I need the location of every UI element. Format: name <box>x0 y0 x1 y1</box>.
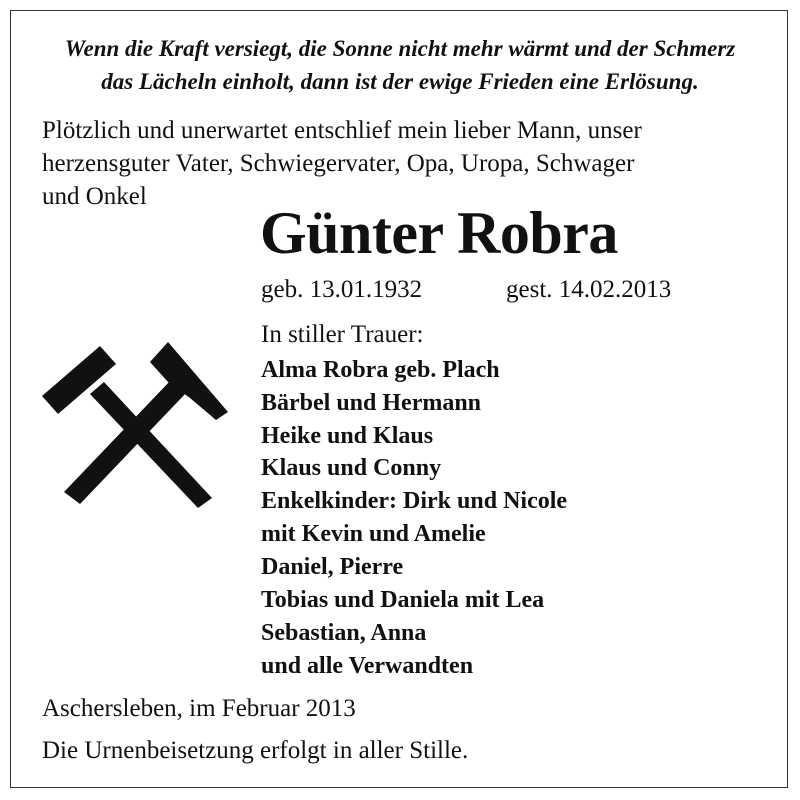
motto-line-2: das Lächeln einholt, dann ist der ewige Frieden eine Erlösung. <box>101 69 699 94</box>
mourner-name: Bärbel und Hermann <box>261 390 482 416</box>
intro-line-3: und Onkel <box>42 183 147 210</box>
mourner-name: Klaus und Conny <box>261 455 442 481</box>
mourner-name: Heike und Klaus <box>261 423 434 449</box>
intro-line-1: Plötzlich und unerwartet entschlief mein lieber Mann, unser <box>42 117 642 144</box>
mourner-name: Sebastian, Anna <box>261 620 427 646</box>
place-and-date: Aschersleben, im Februar 2013 <box>42 695 356 722</box>
mourner-name: mit Kevin und Amelie <box>261 521 486 547</box>
death-date: gest. 14.02.2013 <box>506 276 672 303</box>
mourner-name: Daniel, Pierre <box>261 554 404 580</box>
burial-note: Die Urnenbeisetzung erfolgt in aller Stille. <box>42 737 469 764</box>
crossed-hammers-icon <box>40 338 235 508</box>
hammer-handle-right <box>64 380 187 504</box>
mourner-name: Alma Robra geb. Plach <box>261 357 500 383</box>
birth-date: geb. 13.01.1932 <box>261 276 423 303</box>
motto-line-1: Wenn die Kraft versiegt, die Sonne nicht mehr wärmt und der Schmerz <box>64 36 736 61</box>
mourner-name: Enkelkinder: Dirk und Nicole <box>261 488 568 514</box>
deceased-name: Günter Robra <box>260 200 618 266</box>
mourner-name: Tobias und Daniela mit Lea <box>261 587 545 613</box>
mourner-name: und alle Verwandten <box>261 653 474 679</box>
intro-line-2: herzensguter Vater, Schwiegervater, Opa, Uropa, Schwager <box>42 150 635 177</box>
mourning-heading: In stiller Trauer: <box>261 321 424 348</box>
